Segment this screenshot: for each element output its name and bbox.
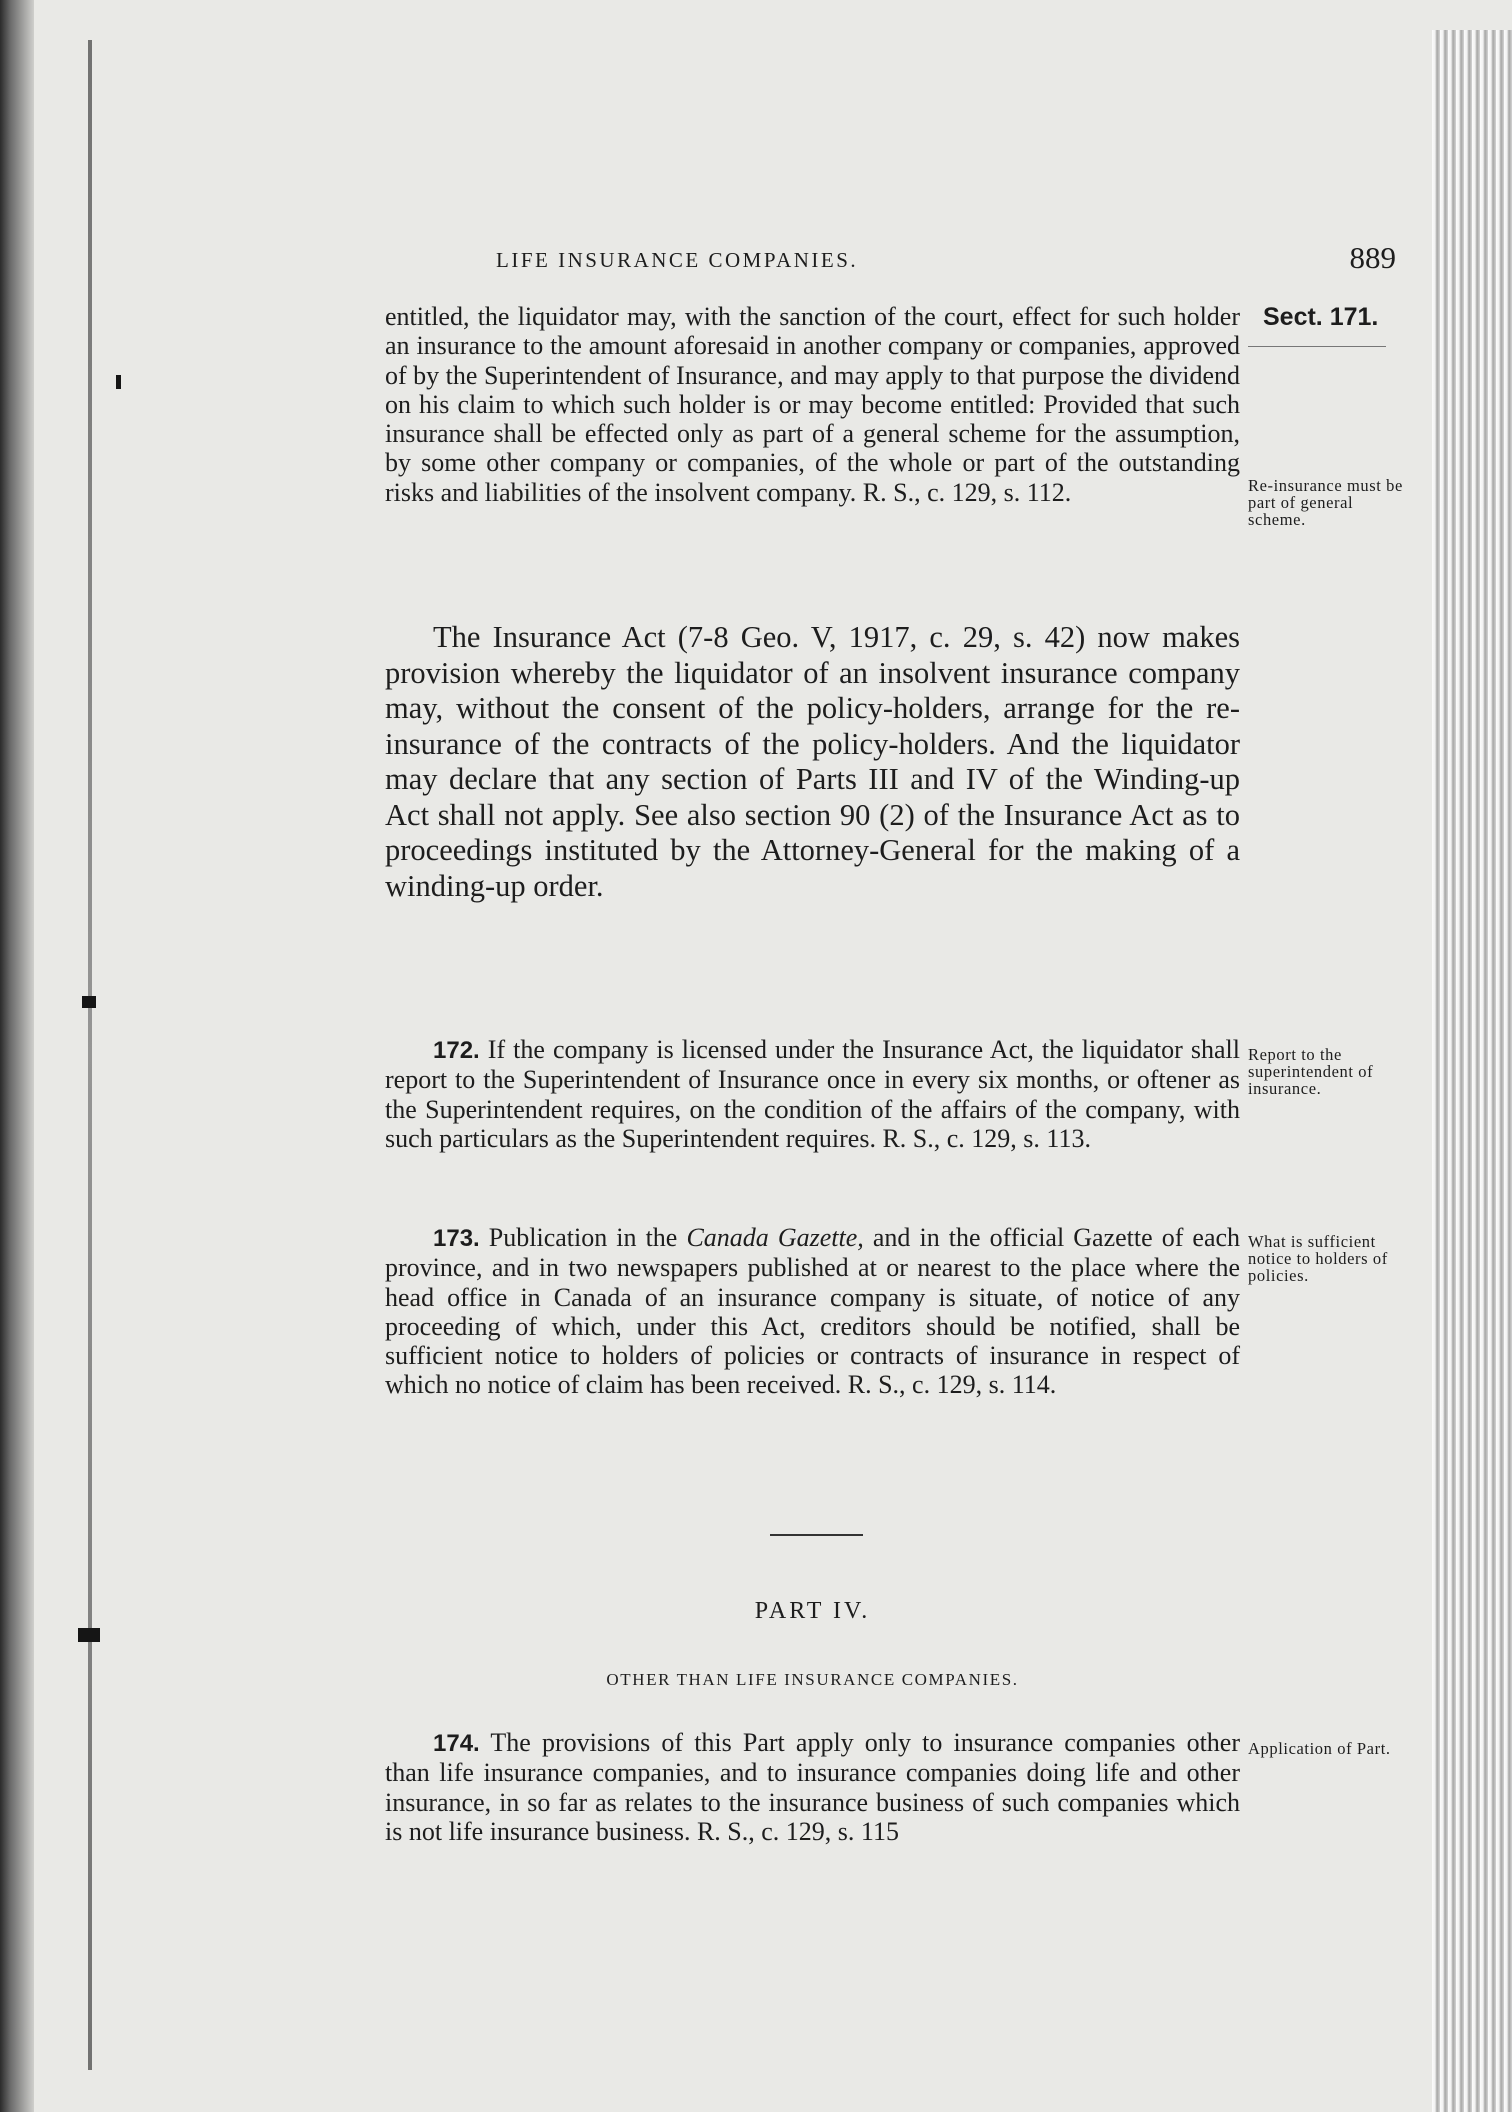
section-text: The provisions of this Part apply only to insurance companies other than life insurance companies, and to insurance companies doing life and other insurance, in so far as relates to the insurance business of such companies which is not life insurance business. R. S., c. 129, s. 115 bbox=[385, 1728, 1241, 1846]
margin-note: Report to the superintendent of insurance. bbox=[1248, 1045, 1374, 1098]
margin-note: Re-insurance must be part of general scheme. bbox=[1248, 476, 1403, 529]
annotation-text: The Insurance Act (7-8 Geo. V, 1917, c. 29, s. 42) now makes provision whereby the liquidator of an insolvent insurance company may, without the consent of the policy-holders, arrange for the re-insurance of the contracts of the policy-holders. And the liquidator may declare that any section of Parts III and IV of the Winding-up Act shall not apply. See also section 90 (2) of the Insurance Act as to proceedings instituted by the Attorney-General for the making of a winding-up order. bbox=[385, 620, 1240, 903]
section-number: 174. bbox=[433, 1730, 480, 1757]
page bbox=[110, 0, 1430, 2112]
section-number: 172. bbox=[433, 1037, 480, 1064]
running-head bbox=[496, 240, 1396, 284]
margin-note: Application of Part. bbox=[1248, 1739, 1391, 1758]
section-173 bbox=[385, 1223, 1240, 1400]
page-edges bbox=[1432, 30, 1512, 2112]
section-divider bbox=[770, 1534, 863, 1536]
scan-mark bbox=[78, 1628, 100, 1642]
running-title: LIFE INSURANCE COMPANIES. bbox=[496, 248, 859, 272]
section-text: If the company is licensed under the Insurance Act, the liquidator shall report to the Superintendent of Insurance once in every six months, or oftener as the Superintendent requires, on the condition of the affairs of the company, with such particulars as the Superintendent requires. R. S., c. 129, s. 113. bbox=[385, 1035, 1241, 1153]
continuation-paragraph bbox=[385, 302, 1240, 507]
part-title: PART IV. bbox=[754, 1598, 871, 1624]
margin-note: What is sufficient notice to holders of policies. bbox=[1248, 1232, 1388, 1285]
section-label: Sect. 171. bbox=[1263, 303, 1379, 331]
italic-title: Canada Gazette, bbox=[686, 1223, 864, 1252]
scan-mark bbox=[82, 996, 96, 1008]
annotation-paragraph bbox=[385, 620, 1240, 904]
section-text: Publication in the bbox=[488, 1223, 678, 1252]
page-number: 889 bbox=[1349, 240, 1396, 275]
gutter-line bbox=[88, 40, 92, 2070]
section-number: 173. bbox=[433, 1225, 480, 1252]
book-left-edge bbox=[0, 0, 34, 2112]
section-rule bbox=[1248, 346, 1386, 347]
section-172 bbox=[385, 1035, 1240, 1153]
continuation-text: entitled, the liquidator may, with the sanction of the court, effect for such holder an insurance to the amount aforesaid in another company or companies, approved of by the Superintendent of Insurance, and may apply to that purpose the dividend on his claim to which such holder is or may become entitled: Provided that such insurance shall be effected only as part of a general scheme for the assumption, by some other company or companies, of the whole or part of the outstanding risks and liabilities of the insolvent company. R. S., c. 129, s. 112. bbox=[385, 302, 1240, 507]
section-174 bbox=[385, 1728, 1240, 1846]
section-text: and in the official Gazette of each province, and in two newspapers published at or nearest to the place where the head office in Canada of an insurance company is situate, of notice of any proceeding of which, under this Act, creditors should be notified, shall be sufficient notice to holders of policies or contracts of insurance in respect of which no notice of claim has been received. R. S., c. 129, s. 114. bbox=[385, 1223, 1241, 1400]
part-subtitle: OTHER THAN LIFE INSURANCE COMPANIES. bbox=[606, 1670, 1019, 1689]
